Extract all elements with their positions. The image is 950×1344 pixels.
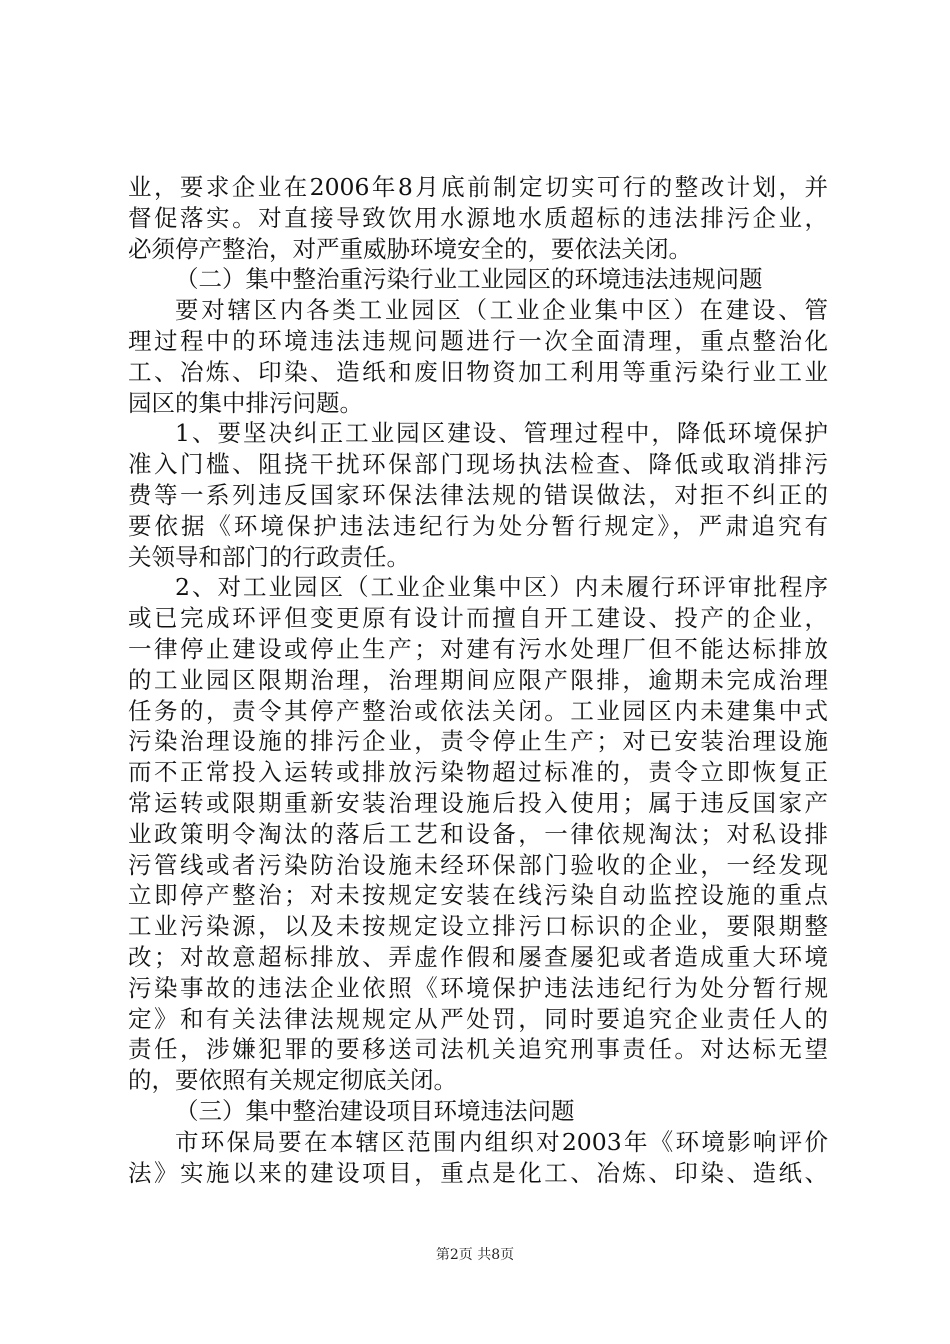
text-line: 市环保局要在本辖区范围内组织对2003年《环境影响评价: [175, 1127, 828, 1156]
text-line: 改；对故意超标排放、弄虚作假和屡查屡犯或者造成重大环境: [128, 942, 828, 971]
text-line: 一律停止建设或停止生产；对建有污水处理厂但不能达标排放: [128, 634, 828, 663]
text-line: 1、要坚决纠正工业园区建设、管理过程中，降低环境保护: [175, 419, 828, 448]
text-line: 任务的，责令其停产整治或依法关闭。工业园区内未建集中式: [128, 696, 828, 725]
text-line: 污染治理设施的排污企业，责令停止生产；对已安装治理设施: [128, 727, 828, 756]
text-line: 污染事故的违法企业依照《环境保护违法违纪行为处分暂行规: [128, 973, 828, 1002]
text-line: 工业污染源，以及未按规定设立排污口标识的企业，要限期整: [128, 912, 828, 941]
text-line: 立即停产整治；对未按规定安装在线污染自动监控设施的重点: [128, 881, 828, 910]
text-line: 理过程中的环境违法违规问题进行一次全面清理，重点整治化: [128, 326, 828, 355]
text-line: 要对辖区内各类工业园区（工业企业集中区）在建设、管: [175, 296, 828, 325]
page-footer: 第2页 共8页: [435, 1247, 515, 1263]
text-line: 的工业园区限期治理，治理期间应限产限排，逾期未完成治理: [128, 665, 828, 694]
text-line: 工、冶炼、印染、造纸和废旧物资加工利用等重污染行业工业: [128, 357, 828, 386]
text-line: 必须停产整治，对严重威胁环境安全的，要依法关闭。: [128, 234, 692, 263]
text-line: 要依据《环境保护违法违纪行为处分暂行规定》，严肃追究有: [128, 511, 828, 540]
text-line: 关领导和部门的行政责任。: [128, 542, 410, 571]
text-line: 或已完成环评但变更原有设计而擅自开工建设、投产的企业，: [128, 604, 828, 633]
text-line: 责任，涉嫌犯罪的要移送司法机关追究刑事责任。对达标无望: [128, 1035, 828, 1064]
document-body: [128, 172, 828, 1188]
text-line: 准入门槛、阻挠干扰环保部门现场执法检查、降低或取消排污: [128, 450, 828, 479]
text-line: 常运转或限期重新安装治理设施后投入使用；属于违反国家产: [128, 788, 828, 817]
text-line: 法》实施以来的建设项目，重点是化工、冶炼、印染、造纸、: [128, 1158, 828, 1187]
text-line: 污管线或者污染防治设施未经环保部门验收的企业，一经发现: [128, 850, 828, 879]
text-line: （三）集中整治建设项目环境违法问题: [175, 1096, 575, 1125]
text-line: 园区的集中排污问题。: [128, 388, 363, 417]
text-line: 业政策明令淘汰的落后工艺和设备，一律依规淘汰；对私设排: [128, 819, 828, 848]
text-line: 而不正常投入运转或排放污染物超过标准的，责令立即恢复正: [128, 758, 828, 787]
text-line: 费等一系列违反国家环保法律法规的错误做法，对拒不纠正的: [128, 480, 828, 509]
text-line: （二）集中整治重污染行业工业园区的环境违法违规问题: [175, 265, 763, 294]
text-line: 定》和有关法律法规规定从严处罚，同时要追究企业责任人的: [128, 1004, 828, 1033]
text-line: 2、对工业园区（工业企业集中区）内未履行环评审批程序: [175, 573, 828, 602]
text-line: 的，要依照有关规定彻底关闭。: [128, 1066, 457, 1095]
text-line: 业，要求企业在2006年8月底前制定切实可行的整改计划，并: [128, 173, 828, 201]
text-line: 督促落实。对直接导致饮用水源地水质超标的违法排污企业，: [128, 203, 828, 232]
